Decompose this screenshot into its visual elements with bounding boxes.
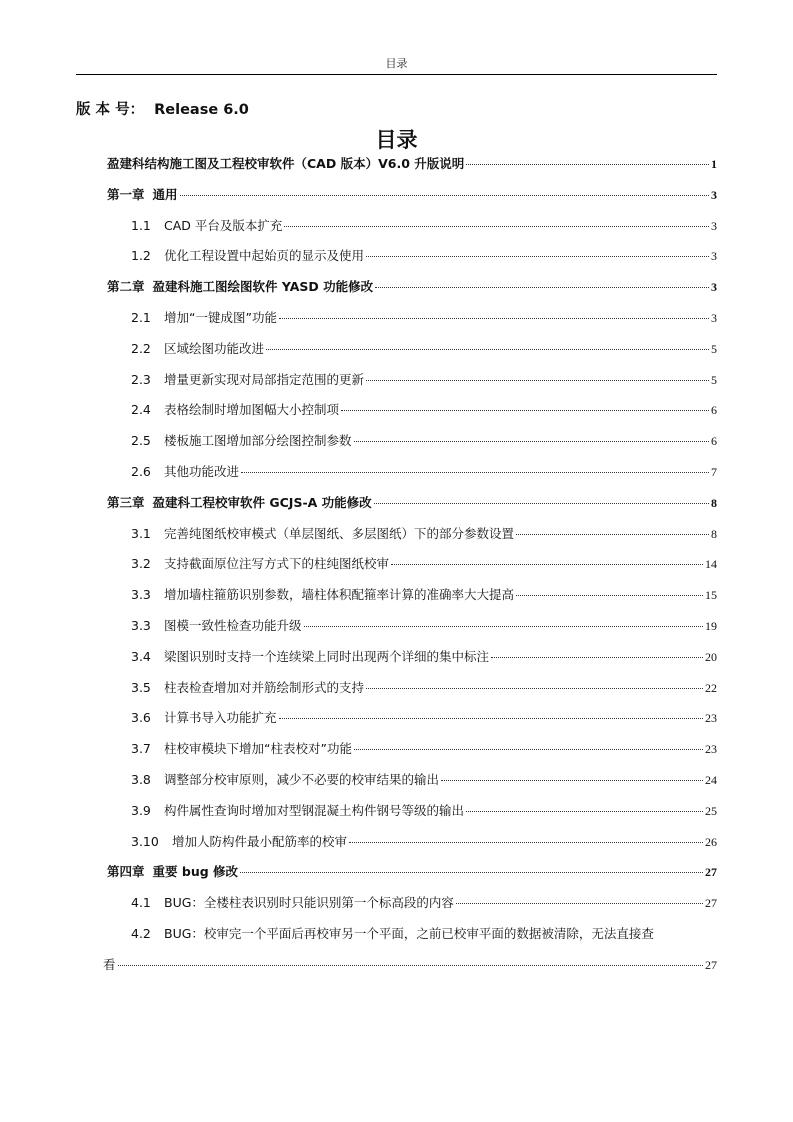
toc-entry-number: 第一章 — [107, 186, 145, 202]
toc-entry-number: 3.8 — [131, 772, 151, 787]
toc-entry-number: 3.7 — [131, 741, 151, 757]
toc-entry-number: 1.1 — [131, 217, 151, 233]
toc-dot-leader — [354, 749, 703, 750]
toc-entry-text: 楼板施工图增加部分绘图控制参数 — [164, 433, 352, 449]
toc-dot-leader — [391, 564, 703, 565]
toc-entry-number: 3.5 — [131, 679, 151, 695]
toc-entry-number: 1.2 — [131, 248, 151, 264]
toc-section-entry[interactable] — [131, 894, 717, 912]
toc-entry-number: 第四章 — [107, 864, 145, 880]
toc-entry-number: 4.1 — [131, 895, 151, 911]
toc-entry-number: 3.3 — [131, 618, 151, 633]
toc-section-entry[interactable] — [131, 648, 717, 666]
toc-page-number: 23 — [705, 711, 717, 726]
toc-dot-leader — [441, 780, 703, 781]
version-line — [76, 98, 249, 119]
toc-section-entry[interactable] — [131, 740, 717, 758]
toc-page-number: 8 — [711, 526, 717, 541]
toc-dot-leader — [118, 965, 703, 966]
toc-entry-text: 梁图识别时支持一个连续梁上同时出现两个详细的集中标注 — [164, 648, 490, 664]
toc-page-number: 6 — [711, 403, 717, 418]
toc-page-number: 3 — [711, 187, 717, 202]
toc-dot-leader — [516, 534, 709, 535]
toc-chapter-entry[interactable] — [107, 186, 717, 204]
toc-entry-text: CAD 平台及版本扩充 — [164, 217, 283, 233]
toc-dot-leader — [279, 718, 703, 719]
toc-section-entry[interactable] — [131, 771, 717, 789]
toc-section-entry[interactable] — [131, 525, 717, 543]
toc-chapter-entry[interactable] — [107, 863, 717, 881]
toc-entry-line1[interactable] — [131, 925, 717, 943]
toc-page-number: 3 — [711, 280, 717, 295]
toc-chapter-entry[interactable] — [107, 278, 717, 296]
toc-dot-leader — [240, 872, 703, 873]
toc-chapter-entry[interactable] — [107, 494, 717, 512]
toc-entry-line2[interactable] — [103, 956, 717, 974]
toc-entry-text: 柱表检查增加对并筋绘制形式的支持 — [164, 679, 365, 695]
toc-entry-number: 2.5 — [131, 433, 151, 449]
toc-entry-number: 3.9 — [131, 802, 151, 818]
toc-entry-number: 3.3 — [131, 587, 151, 603]
toc-entry-number: 3.1 — [131, 525, 151, 541]
toc-section-entry[interactable] — [131, 679, 717, 697]
toc-dot-leader — [375, 287, 709, 288]
toc-page-number: 27 — [705, 957, 717, 972]
toc-section-entry[interactable] — [131, 401, 717, 419]
document-title: 目录 — [375, 128, 418, 152]
toc-entry-number: 2.1 — [131, 310, 151, 325]
toc-section-entry[interactable] — [131, 432, 717, 450]
toc-entry-text: 计算书导入功能扩充 — [164, 710, 277, 726]
toc-page-number: 27 — [705, 865, 717, 880]
toc-section-entry[interactable] — [131, 833, 717, 851]
toc-page-number: 3 — [711, 218, 717, 233]
toc-page-number: 3 — [711, 249, 717, 264]
toc-page-number: 27 — [705, 896, 717, 911]
toc-entry-text: 增量更新实现对局部指定范围的更新 — [164, 371, 365, 387]
toc-entry-text-cont: 看 — [103, 956, 116, 972]
toc-section-entry[interactable] — [131, 217, 717, 235]
toc-entry-text: 重要 bug 修改 — [152, 864, 239, 880]
toc-dot-leader — [456, 903, 703, 904]
toc-entry-text: 优化工程设置中起始页的显示及使用 — [164, 248, 365, 264]
toc-entry-number: 3.6 — [131, 710, 151, 726]
toc-entry-text: 盈建科结构施工图及工程校审软件（CAD 版本）V6.0 升版说明 — [107, 156, 465, 171]
toc-entry-number: 第三章 — [107, 494, 145, 510]
toc-page-number: 6 — [711, 434, 717, 449]
toc-section-entry[interactable] — [131, 463, 717, 481]
toc-page-number: 20 — [705, 649, 717, 664]
toc-dot-leader — [284, 226, 709, 227]
toc-entry-text: 构件属性查询时增加对型钢混凝土构件钢号等级的输出 — [164, 802, 465, 818]
toc-chapter-entry[interactable] — [107, 155, 717, 173]
toc-entry-number: 3.4 — [131, 648, 151, 664]
toc-entry-text: 图模一致性检查功能升级 — [164, 618, 302, 633]
toc-page-number: 14 — [705, 557, 717, 572]
toc-entry-number: 4.2 — [131, 926, 151, 941]
toc-page-number: 1 — [711, 157, 717, 171]
toc-dot-leader — [366, 380, 709, 381]
running-header: 目录 — [385, 57, 408, 70]
toc-entry-text: 增加“一键成图”功能 — [164, 310, 277, 325]
toc-page-number: 25 — [705, 803, 717, 818]
toc-entry-text: 表格绘制时增加图幅大小控制项 — [164, 402, 340, 418]
toc-dot-leader — [516, 595, 703, 596]
version-value: Release 6.0 — [154, 102, 249, 118]
toc-entry-text: 区域绘图功能改进 — [164, 340, 265, 356]
toc-entry-text: 完善纯图纸校审模式（单层图纸、多层图纸）下的部分参数设置 — [164, 525, 515, 541]
toc-entry-number: 2.6 — [131, 464, 151, 479]
toc-entry-text: 增加墙柱箍筋识别参数，墙柱体积配箍率计算的准确率大大提高 — [164, 587, 515, 603]
toc-page-number: 7 — [711, 465, 717, 479]
toc-section-entry[interactable] — [131, 371, 717, 389]
toc-entry-number: 2.2 — [131, 340, 151, 356]
toc-page-number: 22 — [705, 680, 717, 695]
toc-entry-text: 其他功能改进 — [164, 464, 240, 479]
toc-dot-leader — [341, 410, 709, 411]
toc-dot-leader — [354, 441, 709, 442]
toc-entry-text: 盈建科工程校审软件 GCJS-A 功能修改 — [152, 494, 372, 510]
toc-entry-text: 调整部分校审原则，减少不必要的校审结果的输出 — [164, 772, 440, 787]
toc-dot-leader — [466, 164, 709, 165]
toc-entry-number: 2.4 — [131, 402, 151, 418]
toc-entry-number: 第二章 — [107, 279, 145, 295]
toc-entry-number: 2.3 — [131, 371, 151, 387]
toc-section-entry[interactable] — [131, 340, 717, 358]
toc-entry-text: 支持截面原位注写方式下的柱纯图纸校审 — [164, 556, 390, 572]
toc-dot-leader — [374, 503, 709, 504]
toc-section-entry[interactable] — [131, 709, 717, 727]
toc-page-number: 15 — [705, 588, 717, 603]
toc-dot-leader — [279, 318, 709, 319]
toc-page-number: 3 — [711, 311, 717, 325]
toc-page-number: 5 — [711, 372, 717, 387]
toc-entry-text: 通用 — [152, 186, 178, 202]
toc-entry-number: 3.10 — [131, 833, 159, 849]
toc-page-number: 19 — [705, 619, 717, 633]
toc-page-number: 24 — [705, 773, 717, 787]
toc-entry-text: 增加人防构件最小配筋率的校审 — [172, 833, 348, 849]
toc-entry-number: 3.2 — [131, 556, 151, 572]
toc-entry-text: 柱校审模块下增加“柱表校对”功能 — [164, 741, 352, 757]
version-label: 版 本 号： — [76, 102, 145, 118]
toc-dot-leader — [304, 626, 703, 627]
toc-page-number: 23 — [705, 742, 717, 757]
toc-page-number: 26 — [705, 834, 717, 849]
toc-section-entry[interactable] — [131, 586, 717, 604]
toc-dot-leader — [491, 657, 703, 658]
toc-page-number: 8 — [711, 495, 717, 510]
toc-dot-leader — [349, 842, 703, 843]
toc-page-number: 5 — [711, 341, 717, 356]
toc-entry-text: BUG：全楼柱表识别时只能识别第一个标高段的内容 — [164, 895, 454, 911]
toc-section-entry[interactable] — [131, 247, 717, 265]
header-rule — [76, 74, 717, 75]
toc-dot-leader — [266, 349, 709, 350]
toc-entry-text: BUG：校审完一个平面后再校审另一个平面，之前已校审平面的数据被清除，无法直接查 — [164, 926, 654, 941]
toc-dot-leader — [466, 811, 703, 812]
toc-section-entry[interactable] — [131, 555, 717, 573]
toc-dot-leader — [180, 195, 709, 196]
toc-dot-leader — [366, 688, 703, 689]
toc-section-entry[interactable] — [131, 309, 717, 327]
toc-dot-leader — [241, 472, 709, 473]
toc-section-entry[interactable] — [131, 802, 717, 820]
toc-entry-text: 盈建科施工图绘图软件 YASD 功能修改 — [152, 279, 374, 295]
toc-dot-leader — [366, 256, 709, 257]
toc-section-entry[interactable] — [131, 617, 717, 635]
